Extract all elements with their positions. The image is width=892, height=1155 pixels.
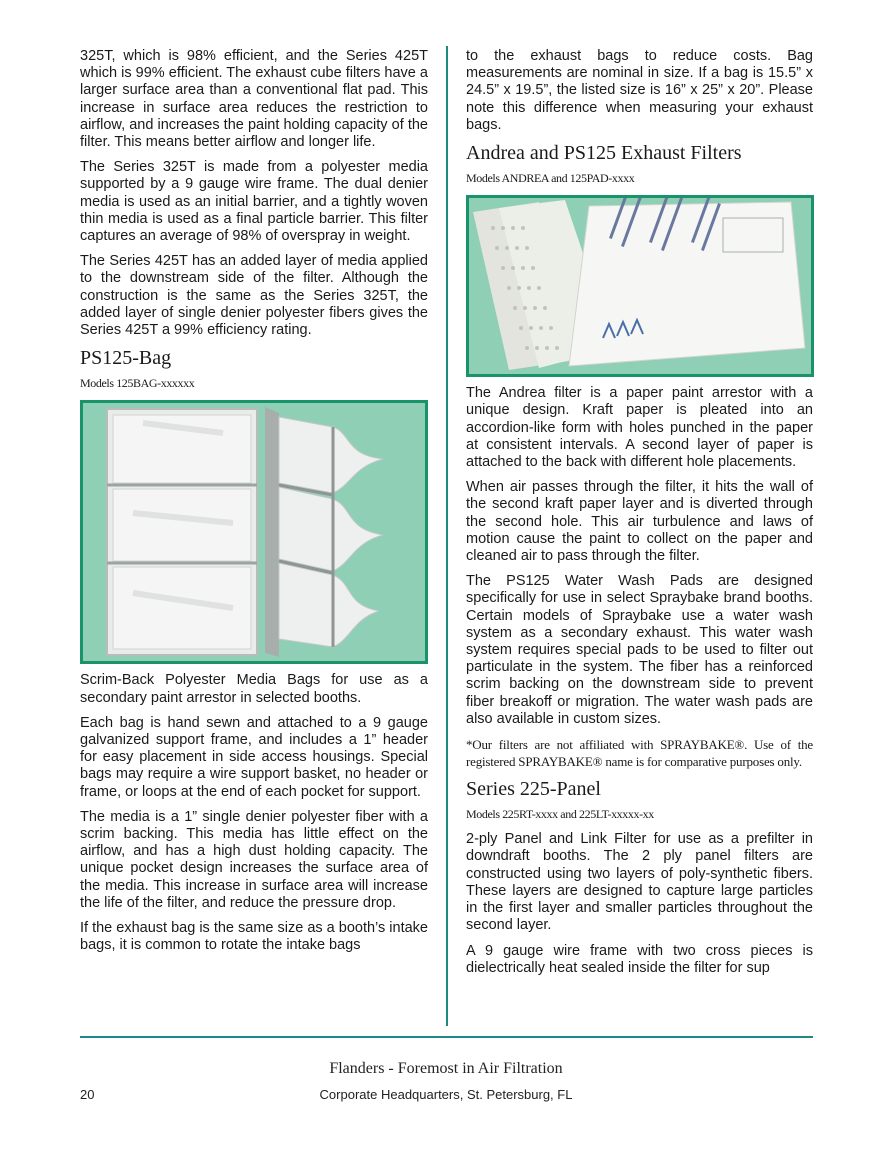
right-column — [466, 48, 813, 985]
footer-rule — [80, 1036, 813, 1038]
bag-filter-photo — [80, 400, 428, 664]
bag-media-paragraph: The media is a 1” single denier polyester fiber with a scrim backing. This media has little effect on the airflow, and has a high dust holding capacity. The unique pocket design increases the surface area of the media. This increase in surface area will increase the life of the filter, and reduce the pressure drop. — [80, 808, 428, 911]
intro-paragraph-1: 325T, which is 98% efficient, and the Series 425T which is 99% efficient. The exhaust cube filters have a larger surface area than a conventional flat pad. This increase in surface area reduces the restriction to airflow, and increases the paint holding capacity of the filter. This means better airflow and longer life. — [80, 48, 428, 151]
left-column — [80, 48, 428, 963]
series-425t-paragraph: The Series 425T has an added layer of media applied to the downstream side of the filter. Although the construction is the same as the Series 325T, the added layer of single denier polyester fibers gives the Series 425T a 99% efficiency rating. — [80, 253, 428, 339]
footer-tagline: Flanders - Foremost in Air Filtration — [329, 1060, 563, 1077]
andrea-models: Models ANDREA and 125PAD-xxxx — [466, 171, 635, 186]
andrea-description-paragraph: The Andrea filter is a paper paint arrestor with a unique design. Kraft paper is pleated into an accordion-like form with holes punched in the paper at consistent intervals. A second layer of paper is attached to the back with different hole placements. — [466, 385, 813, 471]
panel-frame-paragraph: A 9 gauge wire frame with two cross pieces is dielectrically heat sealed inside the filter for sup — [466, 942, 813, 976]
bag-rotation-paragraph: If the exhaust bag is the same size as a booth’s intake bags, it is common to rotate the intake bags — [80, 920, 428, 954]
ps125-bag-heading: PS125-Bag — [80, 347, 172, 370]
andrea-airflow-paragraph: When air passes through the filter, it hits the wall of the second kraft paper layer and is diverted through the second hole. This air turbulence and laws of motion cause the paint to collect on the paper and cleaned air to pass through the filter. — [466, 479, 813, 565]
column-divider — [446, 46, 448, 1026]
andrea-filter-photo — [466, 195, 814, 377]
bag-filter-illustration — [83, 403, 425, 661]
ps125-bag-models: Models 125BAG-xxxxxx — [80, 376, 195, 391]
panel-description-paragraph: 2-ply Panel and Link Filter for use as a prefilter in downdraft booths. The 2 ply panel filters are constructed using two layers of poly-synthetic fibers. These layers are designed to capture large particles in the first layer and smaller particles throughout the second layer. — [466, 831, 813, 934]
page-number: 20 — [80, 1087, 95, 1102]
series-325t-paragraph: The Series 325T is made from a polyester media supported by a 9 gauge wire frame. The dual denier media is used as an initial barrier, and a tightly woven thin media is used as a final particle barrier. This filter captures an average of 98% of overspray in weight. — [80, 159, 428, 245]
bag-description-paragraph: Scrim-Back Polyester Media Bags for use as a secondary paint arrestor in selected booths. — [80, 672, 428, 706]
water-wash-pads-paragraph: The PS125 Water Wash Pads are designed specifically for use in select Spraybake brand booths. Certain models of Spraybake use a water wash system as a secondary exhaust. This water wash system requires special pads to be used to filter out particulate in the system. The fiber has a reinforced scrim backing on the downstream side to prevent fiber breakoff or migration. The water wash pads are also available in custom sizes. — [466, 573, 813, 727]
andrea-filter-illustration — [469, 198, 811, 374]
bag-measurements-paragraph: to the exhaust bags to reduce costs. Bag measurements are nominal in size. If a bag is 15.5” x 24.5” x 19.5”, the listed size is 16” x 25” x 20”. Please note this difference when measuring your exhaust bags. — [466, 48, 813, 133]
bag-construction-paragraph: Each bag is hand sewn and attached to a 9 gauge galvanized support frame, and includes a 1” header for easy placement in side access housings. Special bags may require a wire support basket, no header or frame, or loops at the end of each pocket for support. — [80, 714, 428, 800]
series-225-panel-heading: Series 225-Panel — [466, 778, 601, 801]
series-225-panel-models: Models 225RT-xxxx and 225LT-xxxxx-xx — [466, 807, 654, 822]
spraybake-disclaimer: *Our filters are not affiliated with SPRAYBAKE®. Use of the registered SPRAYBAKE® name is for comparative purposes only. — [466, 737, 813, 770]
andrea-heading: Andrea and PS125 Exhaust Filters — [466, 142, 742, 165]
footer-address: Corporate Headquarters, St. Petersburg, FL — [319, 1087, 573, 1102]
